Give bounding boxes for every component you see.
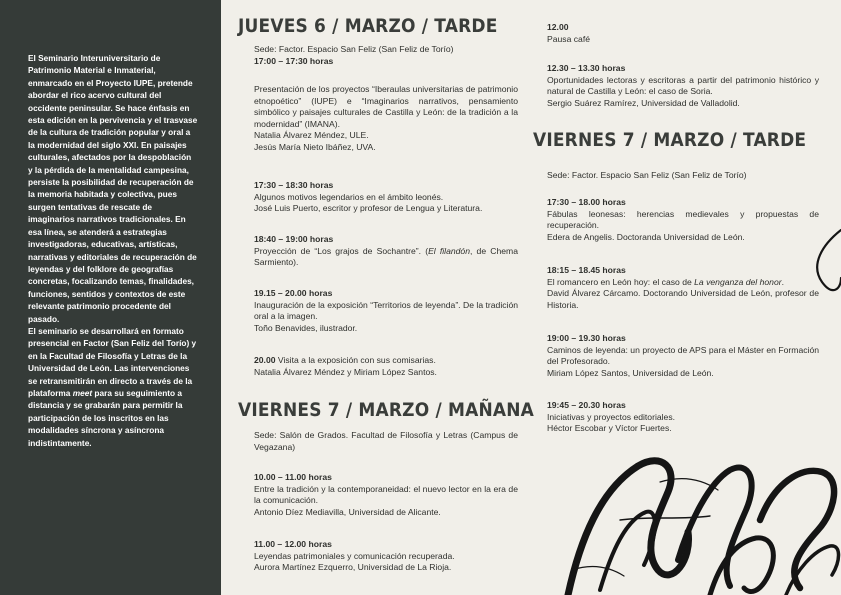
viernes-t-s4-speaker: Héctor Escobar y Víctor Fuertes. <box>547 423 672 434</box>
viernes-t-s2-desc-a: El romancero en León hoy: el caso de <box>547 276 695 287</box>
viernes-t-s2-desc-em: La venganza del honor <box>694 276 782 287</box>
jueves-s2-time: 17:30 – 18:30 horas <box>254 180 334 190</box>
viernes-m-s3-desc: Pausa café <box>547 33 590 44</box>
jueves-s1-time: 17:00 – 17:30 horas <box>254 55 334 66</box>
viernes-t-s3-desc: Caminos de leyenda: un proyecto de APS para el Máster en Formación del Profesorado. <box>547 344 819 367</box>
heading-jueves-tarde: JUEVES 6 / MARZO / TARDE <box>238 16 498 37</box>
viernes-m-s4-speaker: Sergio Suárez Ramírez, Universidad de Valladolid. <box>547 97 740 108</box>
viernes-m-s2-desc: Leyendas patrimoniales y comunicación recuperada. <box>254 550 455 561</box>
viernes-t-sede: Sede: Factor. Espacio San Feliz (San Feliz de Torío) <box>547 170 747 180</box>
intro-paragraph-1: El Seminario Interuniversitario de Patrimonio Material e Inmaterial, enmarcado en el Proyecto IUPE, pretende abordar el rico acervo cultural del occidente peninsular. Se hace énfasis en esta edición en la pervivencia y el trasvase de la cultura de tradición popular y oral a la modernidad del siglo XXI. En paisajes culturales, afectados por la despoblación y la pérdida de la mentalidad campesina, persiste la posibilidad de recuperación de la memoria habitada y colectiva, pues surgen tentativas de rescate de imaginarios narrativos tradicionales. En esa línea, se atenderá a estrategias investigadoras, educativas, artísticas, narrativas y editoriales de recuperación de leyendas y del folklore de geografías concretas, focalizando temas, finalidades, funciones, sentidos y contextos de este relevante patrimonio procedente del pasado. <box>28 53 198 324</box>
viernes-t-s3-speaker: Miriam López Santos, Universidad de León. <box>547 367 714 378</box>
viernes-m-s4-desc: Oportunidades lectoras y escritoras a partir del patrimonio histórico y natural de Castilla y León: el caso de Soria. <box>547 74 819 97</box>
viernes-t-s1-speaker: Edera de Angelis. Doctoranda Universidad de León. <box>547 231 745 242</box>
viernes-m-session-4 <box>547 63 819 109</box>
jueves-s4-time: 19.15 – 20.00 horas <box>254 288 333 298</box>
jueves-s3-desc-a: Proyección de “Los grajos de Sochantre”. ( <box>254 245 429 256</box>
jueves-s5-time: 20.00 <box>254 355 276 365</box>
jueves-s1-speaker-2: Jesús María Nieto Ibáñez, UVA. <box>254 141 376 152</box>
intro-text <box>28 52 198 449</box>
jueves-s1-desc: Presentación de los proyectos “Iberaulas universitarias de patrimonio etnopoético” (IUPE) e “Imaginarios narrativos, pensamiento simbólico y paisajes culturales de Castilla y León: de la tradición a la modernidad” (IMANA). <box>254 84 518 129</box>
viernes-t-s1-time: 17:30 – 18.00 horas <box>547 197 626 207</box>
jueves-s2-desc: Algunos motivos legendarios en el ámbito leonés. <box>254 191 444 202</box>
jueves-s3-desc <box>254 246 518 269</box>
viernes-t-s2-speaker: David Álvarez Cárcamo. Doctorando Universidad de León, profesor de Historia. <box>547 288 819 310</box>
intro-p2-a: El seminario se desarrollará en formato presencial en Factor (San Feliz del Torío) y en la Facultad de Filosofía y Letras de la Universidad de León. Las intervenciones se retransmitirán en directo a través de la plataforma <box>28 325 197 398</box>
viernes-t-session-3 <box>547 333 819 379</box>
jueves-s5-desc: Visita a la exposición con sus comisarias. <box>275 355 436 365</box>
viernes-t-s3-time: 19:00 – 19.30 horas <box>547 333 626 343</box>
viernes-m-s1-time: 10.00 – 11.00 horas <box>254 472 332 482</box>
viernes-m-session-1 <box>254 472 518 518</box>
intro-p2-meet: meet <box>72 387 93 398</box>
viernes-m-sede-block <box>254 430 518 453</box>
jueves-session-2 <box>254 180 518 215</box>
jueves-session-5 <box>254 355 518 378</box>
viernes-m-s4-time: 12.30 – 13.30 horas <box>547 63 626 73</box>
jueves-session-4 <box>254 288 518 334</box>
viernes-m-s2-speaker: Aurora Martínez Ezquerro, Universidad de La Rioja. <box>254 562 452 573</box>
jueves-s5-speaker: Natalia Álvarez Méndez y Miriam López Santos. <box>254 366 437 377</box>
viernes-t-session-4 <box>547 400 819 435</box>
jueves-s5-line <box>254 355 518 367</box>
jueves-s4-desc: Inauguración de la exposición “Territorios de leyenda”. De la tradición oral a la imagen. <box>254 299 518 322</box>
intro-p2-b: para su seguimiento a distancia y se grabarán para permitir la participación de los inscritos en las modalidades síncrona y asíncrona indistintamente. <box>28 387 183 448</box>
jueves-sede-block <box>254 44 518 67</box>
jueves-s1-speaker-1: Natalia Álvarez Méndez, ULE. <box>254 130 369 141</box>
viernes-m-s3-time: 12.00 <box>547 22 569 32</box>
viernes-m-session-2 <box>254 539 518 574</box>
jueves-sede: Sede: Factor. Espacio San Feliz (San Feliz de Torío) <box>254 44 454 54</box>
viernes-t-s4-time: 19:45 – 20.30 horas <box>547 400 626 410</box>
viernes-t-sede-block <box>547 170 819 182</box>
viernes-m-session-3 <box>547 22 819 45</box>
viernes-t-session-2 <box>547 265 819 311</box>
intro-paragraph-2 <box>28 325 198 449</box>
viernes-m-s1-speaker: Antonio Díez Mediavilla, Universidad de Alicante. <box>254 506 441 517</box>
viernes-t-s4-desc: Iniciativas y proyectos editoriales. <box>547 411 676 422</box>
jueves-session-3 <box>254 234 518 269</box>
jueves-session-1 <box>254 84 518 154</box>
sidebar-panel <box>0 0 221 595</box>
viernes-t-session-1 <box>547 197 819 243</box>
jueves-s3-time: 18:40 – 19:00 horas <box>254 234 334 244</box>
viernes-t-s2-desc <box>547 277 819 289</box>
jueves-s4-speaker: Toño Benavides, ilustrador. <box>254 322 358 333</box>
heading-viernes-manana: VIERNES 7 / MARZO / MAÑANA <box>238 400 535 421</box>
viernes-t-s1-desc: Fábulas leonesas: herencias medievales y propuestas de recuperación. <box>547 208 819 231</box>
viernes-m-s2-time: 11.00 – 12.00 horas <box>254 539 332 549</box>
jueves-s2-speaker: José Luis Puerto, escritor y profesor de Lengua y Literatura. <box>254 203 483 214</box>
viernes-t-s2-time: 18:15 – 18.45 horas <box>547 265 626 275</box>
jueves-s3-desc-em: El filandón <box>428 245 470 256</box>
viernes-m-sede: Sede: Salón de Grados. Facultad de Filosofía y Letras (Campus de Vegazana) <box>254 430 518 452</box>
jueves-s3-desc-b: , de Chema Sarmiento). <box>254 245 518 268</box>
viernes-m-s1-desc: Entre la tradición y la contemporaneidad: el nuevo lector en la era de la comunicación. <box>254 483 518 506</box>
viernes-t-s2-desc-b: . <box>781 276 784 287</box>
heading-viernes-tarde: VIERNES 7 / MARZO / TARDE <box>533 130 807 151</box>
